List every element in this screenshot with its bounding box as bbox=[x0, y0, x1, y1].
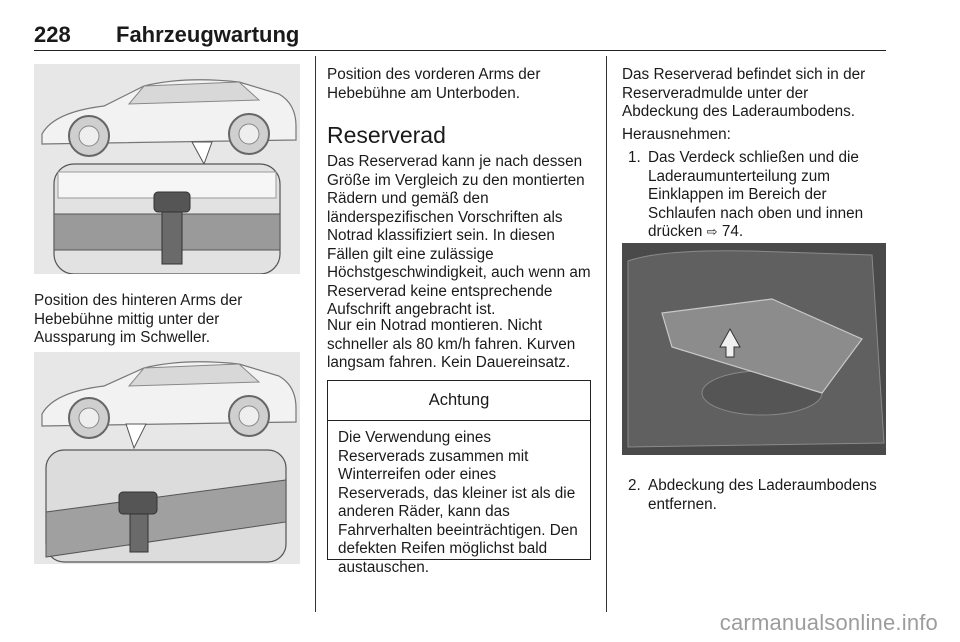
car-underbody-illustration bbox=[34, 352, 300, 564]
watermark[interactable]: carmanualsonline.info bbox=[719, 610, 938, 635]
figure-rear-lift-arm bbox=[34, 64, 300, 274]
step-text: Das Verdeck schließen und die Laderaumunterteilung zum Einklappen im Bereich der Schlaufen nach oben und innen drücken bbox=[648, 149, 864, 240]
figure-trunk-floor bbox=[622, 243, 886, 455]
removal-steps-1 bbox=[622, 149, 888, 242]
step-item bbox=[622, 149, 888, 242]
page-ref-arrow-icon: ⇨ bbox=[706, 224, 718, 239]
warning-box bbox=[327, 380, 591, 576]
page-ref-link[interactable]: 74. bbox=[721, 223, 744, 240]
car-side-view-illustration bbox=[34, 64, 300, 274]
step-number: 2. bbox=[628, 477, 641, 494]
page-header bbox=[34, 20, 886, 51]
column-divider-1 bbox=[315, 56, 316, 612]
front-arm-position-text: Position des vorderen Arms der Hebebühne am Unterboden. bbox=[327, 66, 541, 102]
column-divider-2 bbox=[606, 56, 607, 612]
section-heading-reserverad: Reserverad bbox=[327, 122, 446, 148]
page-number: 228 bbox=[34, 22, 71, 47]
step-text: Abdeckung des Laderaumbodens entfernen. bbox=[648, 477, 877, 513]
warning-text: Die Verwendung eines Reserverads zusammen mit Winterreifen oder eines Reserverads, das kleiner ist als die anderen Räder, kann das Fahrverhalten beeinträchtigen. Den defekten Reifen möglichst bald austauschen. bbox=[338, 429, 578, 576]
remove-label: Herausnehmen: bbox=[622, 126, 731, 143]
step-item bbox=[622, 477, 888, 514]
emergency-wheel-paragraph: Nur ein Notrad montieren. Nicht schneller als 80 km/h fahren. Kurven langsam fahren. Kein Dauereinsatz. bbox=[327, 317, 576, 371]
spare-wheel-paragraph: Das Reserverad kann je nach dessen Größe im Vergleich zu den montierten Rädern und gemäß den länderspezifischen Vorschriften als Notrad klassifiziert sein. In diesen Fällen gilt eine zulässige Höchstgeschwindigkeit, auch wenn am Reserverad keine entsprechende Aufschrift angebracht ist. bbox=[327, 153, 591, 318]
figure-front-lift-arm bbox=[34, 352, 300, 564]
page-title: Fahrzeugwartung bbox=[116, 22, 300, 47]
removal-steps-2 bbox=[622, 477, 888, 514]
step-number: 1. bbox=[628, 149, 641, 166]
trunk-illustration bbox=[622, 243, 886, 455]
warning-title: Achtung bbox=[328, 381, 590, 421]
caption-rear-lift-arm: Position des hinteren Arms der Hebebühne mittig unter der Aussparung im Schweller. bbox=[34, 292, 243, 346]
spare-wheel-location-text: Das Reserverad befindet sich in der Reserveradmulde unter der Abdeckung des Laderaumbodens. bbox=[622, 66, 866, 120]
